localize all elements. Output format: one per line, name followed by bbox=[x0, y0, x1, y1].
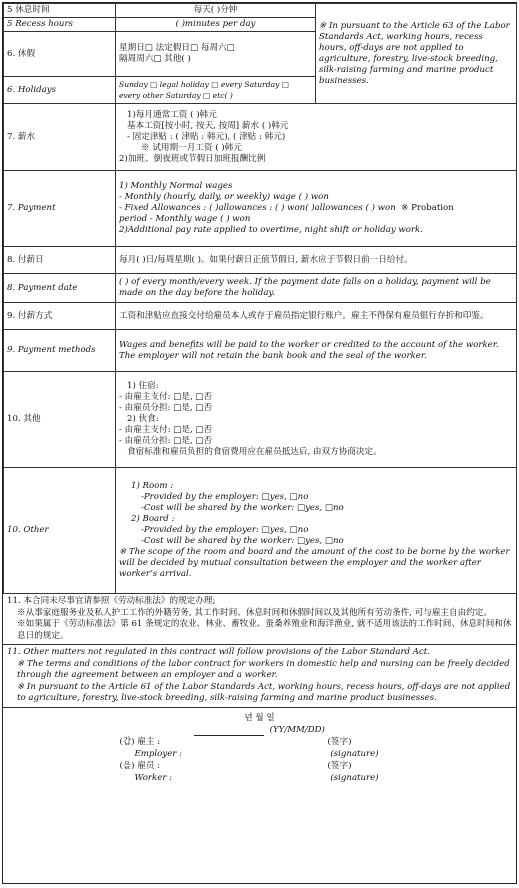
s11-zh-l2: ※从事家庭服务业及私人护工工作的外籍劳务, 其工作时间、休息时间和休假时间以及其他所有劳动条件, 可与雇主自由约定。 bbox=[17, 607, 492, 618]
date-format: (YY/MM/DD) bbox=[3, 724, 516, 736]
holidays-en-line2: every other Saturday □ etc( ) bbox=[119, 91, 233, 100]
other-zh-l6: 食宿标准和雇员负担的食宿费用应在雇员抵达后, 由双方协商决定。 bbox=[127, 447, 382, 457]
payment-en-l2: - Monthly (hourly, daily, or weekly) wage ( ) won bbox=[119, 192, 329, 202]
section-11-zh bbox=[3, 594, 516, 645]
employer-label-zh: (갑) 雇主 : bbox=[119, 736, 161, 747]
payment-zh-l2: 基本工资[按小时, 按天, 按周] 薪水 ( )韩元 bbox=[127, 120, 289, 131]
holidays-label-en: 6. Holidays bbox=[4, 77, 116, 104]
payment-en-l4: period - Monthly wage ( ) won bbox=[119, 214, 251, 224]
recess-value-en: ( )minutes per day bbox=[116, 18, 316, 32]
date-line: 년 월 일 bbox=[244, 712, 275, 723]
s11-zh-l3: ※如果属于《劳动标准法》第 61 条规定的农业、林业、畜牧业、蚕桑养殖业和海洋渔业, 就不适用该法的工作时间、休息时间和休息日的规定。 bbox=[17, 619, 512, 641]
paydate-label-zh: 8. 付薪日 bbox=[4, 247, 116, 274]
worker-row-en bbox=[3, 772, 516, 784]
payment-zh-l1: 1)每月通常工资 ( )韩元 bbox=[127, 109, 217, 120]
worker-sign-zh: (签字) bbox=[327, 760, 352, 771]
note-text: In pursuant to the Article 63 of the Labor Standards Act, working hours, recess hours, off-days are not applied to agriculture, forestry, live-stock breeding, silk-raising farming and marine product businesses. bbox=[319, 20, 510, 86]
holidays-en-line1: Sunday □ legal holiday □ every Saturday □ bbox=[119, 80, 289, 89]
recess-value-zh: 每天( )分钟 bbox=[116, 4, 316, 18]
employer-label-en: Employer : bbox=[134, 748, 183, 759]
other-en-board: 2) Board : bbox=[131, 514, 175, 524]
holidays-label-zh: 6. 休假 bbox=[4, 32, 116, 77]
paymethod-label-zh: 9. 付薪方式 bbox=[4, 303, 116, 330]
other-zh-l5: - 由雇员分担: □是, □否 bbox=[119, 436, 213, 446]
other-zh-l0: 1) 住宿: bbox=[127, 381, 159, 391]
payment-en-l1: 1) Monthly Normal wages bbox=[119, 181, 233, 191]
worker-sign-en: (signature) bbox=[330, 772, 379, 783]
worker-label-en: Worker : bbox=[134, 772, 173, 783]
paydate-value-zh: 每月( )日/每周星期( )。如果付薪日正值节假日, 薪水应于节假日前一日给付。 bbox=[116, 247, 517, 274]
employer-row-en bbox=[3, 748, 516, 760]
other-label-zh: 10. 其他 bbox=[4, 372, 116, 468]
payment-label-zh: 7. 薪水 bbox=[4, 104, 116, 171]
holidays-value-zh bbox=[116, 32, 316, 77]
note-mark: ※ bbox=[319, 20, 327, 31]
other-value-zh bbox=[116, 372, 517, 468]
s11-en-l3: ※ In pursuant to the Article 61 of the Labor Standards Act, working hours, recess hours, off-days are not applied to agriculture, forestry, live-stock breeding, silk-raising farming and marine product businesses. bbox=[17, 681, 511, 703]
s11-en-l1: 11. Other matters not regulated in this contract will follow provisions of the Labor Standard Act. bbox=[7, 647, 430, 657]
employer-sign-en: (signature) bbox=[330, 748, 379, 759]
s11-en-l2: ※ The terms and conditions of the labor contract for workers in domestic help and nursing can be freely decided through the agreement between an employer and a worker. bbox=[17, 658, 510, 680]
paymethod-label-en: 9. Payment methods bbox=[4, 330, 116, 372]
holidays-line1: 星期日□ 法定假日□ 每周六□ bbox=[119, 43, 235, 53]
worker-label-zh: (을) 雇员 : bbox=[119, 760, 161, 771]
payment-zh-l3: - 固定津贴 : ( 津贴 : 韩元), ( 津贴 : 韩元) bbox=[127, 131, 286, 142]
other-en-room: 1) Room : bbox=[131, 481, 174, 491]
other-zh-l3: 2) 伙食: bbox=[127, 414, 159, 424]
section-11-en bbox=[3, 645, 516, 708]
holidays-value-en bbox=[116, 77, 316, 104]
paydate-label-en: 8. Payment date bbox=[4, 274, 116, 303]
payment-en-l3: - Fixed Allowances : ( )allowances : ( ) won( )allowances ( ) won ※ Probation bbox=[119, 203, 454, 213]
other-en-cost: -Cost will be shared by the worker: □yes, □no bbox=[141, 503, 344, 513]
s11-zh-l1: 11. 本合同未尽事宜请参照《劳动标准法》的规定办理; bbox=[7, 596, 216, 606]
other-en-cost2: -Cost will be shared by the worker: □yes, □no bbox=[141, 536, 344, 546]
payment-label-en: 7. Payment bbox=[4, 171, 116, 247]
other-value-en bbox=[116, 468, 517, 594]
article-63-note bbox=[316, 4, 517, 104]
holidays-line2: 隔周周六□ 其他( ) bbox=[119, 54, 191, 64]
other-zh-l1: - 由雇主支付: □是, □否 bbox=[119, 392, 213, 402]
payment-value-en bbox=[116, 171, 517, 247]
payment-zh-l5: 2)加班、倒夜班或节假日加班报酬比例 bbox=[119, 153, 266, 164]
other-zh-l4: - 由雇主支付: □是, □否 bbox=[119, 425, 213, 435]
payment-zh-l4: ※ 试用期一月工资 ( )韩元 bbox=[141, 142, 242, 153]
paydate-value-en: ( ) of every month/every week. If the payment date falls on a holiday, payment will be made on the day before the holiday. bbox=[116, 274, 517, 303]
signature-section bbox=[3, 708, 516, 784]
recess-label-zh: 5 休息时间 bbox=[4, 4, 116, 18]
paymethod-value-zh: 工资和津贴应直接交付给雇员本人或存于雇员指定银行账户。雇主不得保有雇员银行存折和印鉴。 bbox=[116, 303, 517, 330]
other-label-en: 10. Other bbox=[4, 468, 116, 594]
other-en-provided2: -Provided by the employer: □yes, □no bbox=[141, 525, 309, 535]
employer-row bbox=[3, 736, 516, 748]
other-en-provided: -Provided by the employer: □yes, □no bbox=[141, 492, 309, 502]
employer-sign-zh: (签字) bbox=[327, 736, 352, 747]
recess-label-en: 5 Recess hours bbox=[4, 18, 116, 32]
worker-row bbox=[3, 760, 516, 772]
paymethod-value-en: Wages and benefits will be paid to the worker or credited to the account of the worker. The employer will not retain the bank book and the seal of the worker. bbox=[116, 330, 517, 372]
payment-en-l5: 2)Additional pay rate applied to overtime, night shift or holiday work. bbox=[119, 225, 423, 235]
other-zh-l2: - 由雇员分担: □是, □否 bbox=[119, 403, 213, 413]
contract-page bbox=[2, 2, 517, 884]
payment-value-zh bbox=[116, 104, 517, 171]
other-en-note: ※ The scope of the room and board and the amount of the cost to be borne by the worker will be decided by mutual consultation between the employer and the worker after worker’s arrival. bbox=[119, 547, 510, 579]
contract-table bbox=[3, 3, 517, 594]
